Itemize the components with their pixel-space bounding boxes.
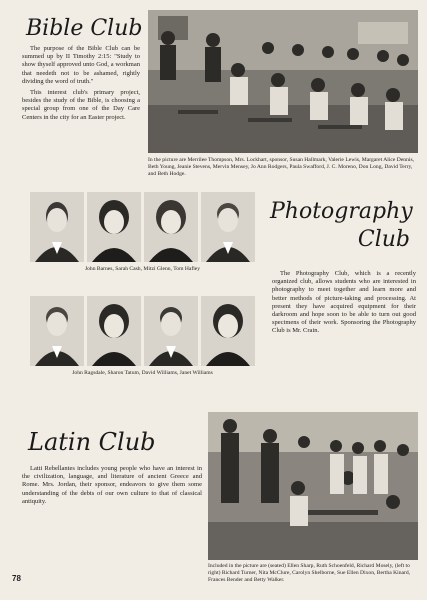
page-number: 78 bbox=[12, 574, 21, 583]
photography-row2-caption: John Ragsdale, Sharon Tatum, David Williams, Janet Williams bbox=[72, 370, 213, 376]
portrait-john-barnes bbox=[30, 192, 84, 262]
bible-club-title: Bible Club bbox=[26, 16, 143, 41]
photography-club-paragraph: The Photography Club, which is a recently organized club, allows students who are interested in photography to meet together and learn more and better methods of picture-taking and processing. At present they have acquired equipment for their darkroom and hope soon to be able to turn out good specimens of their work. Sponsoring the Photography Club is Mr. Crain. bbox=[272, 270, 416, 335]
portrait-sarah-cash bbox=[87, 192, 141, 262]
latin-club-paragraph: Latti Rebellantes includes young people who have an interest in the civilization, language, and literature of ancient Greece and Rome. Mrs. Jordan, their sponsor, endeavors to give them some understanding of the debts of our own culture to that of classical antiquity. bbox=[22, 465, 202, 505]
portrait-tom-hafley bbox=[201, 192, 255, 262]
portrait-janet-williams bbox=[201, 296, 255, 366]
photography-title-line2: Club bbox=[357, 227, 410, 252]
bible-club-photo-caption: In the picture are Merrilee Thompson, Mrs. Lockhart, sponsor, Susan Hallmark, Valerie Lewis, Margaret Alice Dennis, Beth Young, Jeanie Stevens, Mervin Mensey, Jo Ann Rodgers, Paula Swafford, J. C. Moreno, Don Long, David Terry, and Beth Hodge. bbox=[148, 157, 415, 177]
portrait-sharon-tatum bbox=[87, 296, 141, 366]
portrait-john-ragsdale bbox=[30, 296, 84, 366]
portrait-david-williams bbox=[144, 296, 198, 366]
photography-club-text bbox=[272, 270, 416, 339]
latin-club-title: Latin Club bbox=[28, 428, 156, 456]
latin-club-photo-caption: Included in the picture are (seated) Ellen Sharp, Ruth Schoenfeld, Richard Mosely, (left to right) Richard Turner, Nita McClure, Carolyn Shelborne, Sue Ellen Dixon, Bertha Kinard, Frances Bender and Betty Walker. bbox=[208, 563, 411, 583]
latin-club-group-photo bbox=[208, 412, 418, 560]
photography-club-title bbox=[270, 198, 413, 254]
bible-club-group-photo bbox=[148, 10, 418, 153]
bible-club-paragraph-1: The purpose of the Bible Club can be summed up by II Timothy 2:15: "Study to show thyself approved unto God, a workman that needeth not to be ashamed, rightly dividing the word of truth." bbox=[22, 45, 140, 85]
latin-club-text bbox=[22, 465, 202, 509]
bible-club-text bbox=[22, 45, 140, 125]
bible-club-paragraph-2: This interest club's primary project, besides the study of the Bible, is choosing a special group from one of the Day Care Centers in the city for an Easter project. bbox=[22, 89, 140, 121]
photography-title-line1: Photography bbox=[270, 199, 413, 224]
photography-row1-caption: John Barnes, Sarah Cash, Mitzi Glenn, Tom Hafley bbox=[84, 266, 201, 272]
portrait-mitzi-glenn bbox=[144, 192, 198, 262]
